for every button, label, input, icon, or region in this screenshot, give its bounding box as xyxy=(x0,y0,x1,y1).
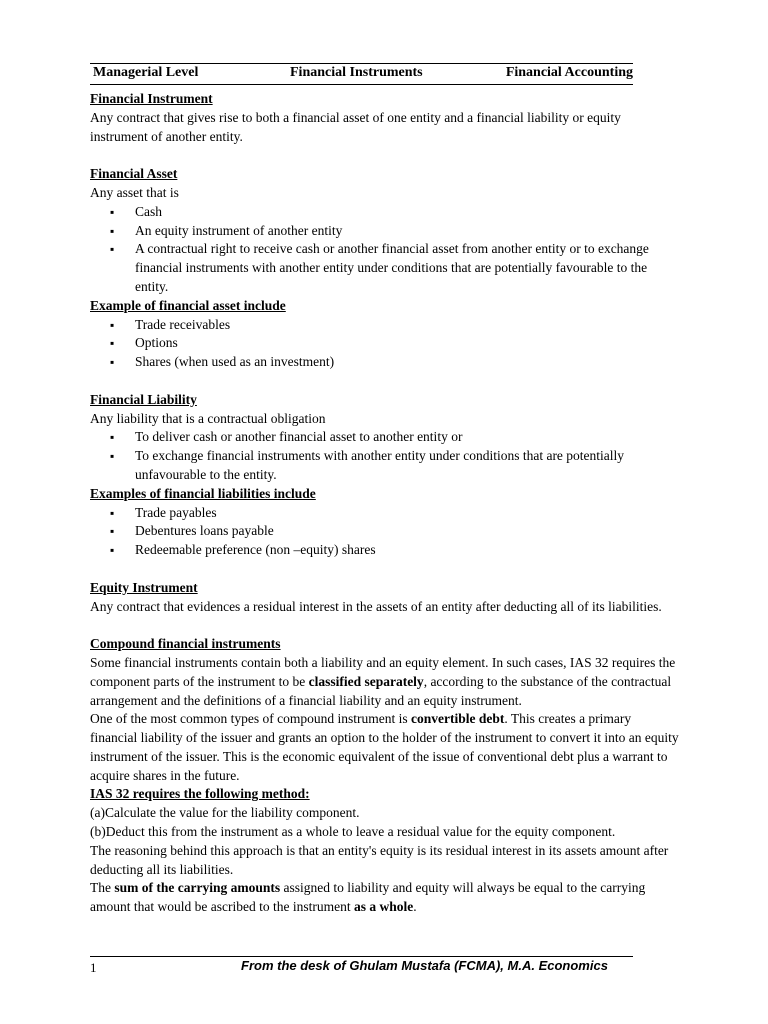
financial-instrument-definition: Any contract that gives rise to both a financial asset of one entity and a financial liability or equity instrument of another entity. xyxy=(90,109,621,144)
financial-liability-list xyxy=(90,428,680,484)
compound-paragraph-1: Some financial instruments contain both a liability and an equity element. In such cases, IAS 32 requires the component parts of the instrument to be classified separately, according to the substance of the contractual arrangement and the definitions of a financial liability and an equity instrument. xyxy=(90,654,676,708)
list-item: ▪ Debentures loans payable xyxy=(90,522,665,541)
page-header xyxy=(90,64,633,84)
ias32-final-statement: The sum of the carrying amounts assigned to liability and equity will always be equal to the carrying amount that would be ascribed to the instrument as a whole. xyxy=(90,880,646,915)
section-heading-equity-instrument: Equity Instrument xyxy=(90,579,198,595)
financial-liability-intro: Any liability that is a contractual obligation xyxy=(90,410,326,426)
list-item: ▪ To deliver cash or another financial asset to another entity or xyxy=(90,428,665,447)
section-heading-ias32: IAS 32 requires the following method: xyxy=(90,786,310,802)
list-item: ▪ Cash xyxy=(90,203,665,222)
financial-asset-intro: Any asset that is xyxy=(90,184,179,200)
section-heading-example-asset: Example of financial asset include xyxy=(90,297,286,313)
list-item: ▪ Trade payables xyxy=(90,504,665,523)
example-liabilities-list xyxy=(90,504,680,560)
header-right: Financial Accounting xyxy=(505,65,633,80)
list-item: ▪ To exchange financial instruments with another entity under conditions that are potentially unfavourable to the entity. xyxy=(90,447,665,485)
section-heading-financial-instrument: Financial Instrument xyxy=(90,91,213,106)
emphasis-sum-carrying-amounts: sum of the carrying amounts xyxy=(114,880,281,896)
page-number: 1 xyxy=(90,960,97,975)
list-item: ▪ A contractual right to receive cash or another financial asset from another entity or to exchange financial instruments with another entity under conditions that are potentially favourable to the entity. xyxy=(90,240,665,296)
document-body xyxy=(90,90,680,917)
ias32-step-b: (b)Deduct this from the instrument as a whole to leave a residual value for the equity component. xyxy=(90,824,616,840)
emphasis-as-a-whole: as a whole xyxy=(353,899,414,915)
list-item: ▪ Options xyxy=(90,334,665,353)
compound-paragraph-2: One of the most common types of compound instrument is convertible debt. This creates a primary financial liability of the issuer and grants an option to the holder of the instrument to convert it into an equity instrument of the issuer. This is the economic equivalent of the issue of conventional debt plus a warrant to acquire shares in the future. xyxy=(90,711,679,783)
list-item: ▪ Redeemable preference (non –equity) shares xyxy=(90,541,665,560)
header-left: Managerial Level xyxy=(93,65,199,80)
ias32-reasoning: The reasoning behind this approach is that an entity's equity is its residual interest in its assets amount after deducting all its liabilities. xyxy=(90,842,669,877)
list-item: ▪ Trade receivables xyxy=(90,316,665,335)
example-asset-list xyxy=(90,316,680,372)
section-heading-example-liabilities: Examples of financial liabilities include xyxy=(90,485,316,501)
header-center: Financial Instruments xyxy=(290,65,423,80)
list-item: ▪ An equity instrument of another entity xyxy=(90,222,665,241)
section-heading-compound: Compound financial instruments xyxy=(90,636,281,652)
emphasis-classified-separately: classified separately xyxy=(308,673,424,689)
financial-asset-list xyxy=(90,203,680,297)
footer-rule xyxy=(90,956,633,957)
equity-instrument-definition: Any contract that evidences a residual interest in the assets of an entity after deducting all of its liabilities. xyxy=(90,598,662,614)
header-bottom-rule xyxy=(90,84,633,85)
ias32-step-a: (a)Calculate the value for the liability component. xyxy=(90,805,360,821)
section-heading-financial-asset: Financial Asset xyxy=(90,166,178,182)
list-item: ▪ Shares (when used as an investment) xyxy=(90,353,665,372)
emphasis-convertible-debt: convertible debt xyxy=(410,711,505,727)
section-heading-financial-liability: Financial Liability xyxy=(90,391,197,407)
footer-credit: From the desk of Ghulam Mustafa (FCMA), M.A. Economics xyxy=(241,958,608,973)
